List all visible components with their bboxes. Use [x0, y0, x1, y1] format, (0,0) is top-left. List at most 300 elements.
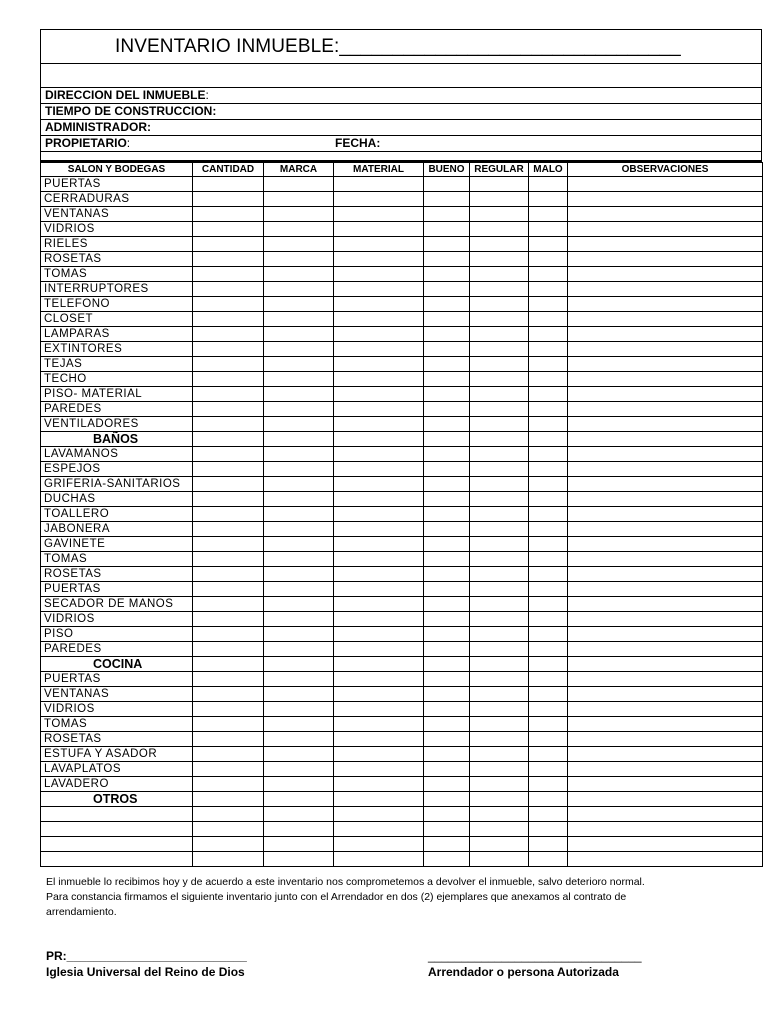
table-cell[interactable] [529, 807, 568, 822]
table-cell[interactable] [264, 552, 334, 567]
table-cell[interactable] [424, 732, 470, 747]
table-cell[interactable] [424, 207, 470, 222]
table-cell[interactable] [529, 267, 568, 282]
table-cell[interactable] [334, 372, 424, 387]
table-cell[interactable] [424, 462, 470, 477]
table-cell[interactable] [568, 537, 763, 552]
table-cell[interactable] [568, 492, 763, 507]
table-cell[interactable] [334, 627, 424, 642]
table-cell[interactable] [334, 672, 424, 687]
table-cell[interactable] [568, 702, 763, 717]
table-cell[interactable] [424, 582, 470, 597]
table-cell[interactable] [529, 762, 568, 777]
table-cell[interactable] [193, 462, 264, 477]
table-cell[interactable] [529, 207, 568, 222]
table-cell[interactable] [264, 852, 334, 867]
table-cell[interactable] [529, 612, 568, 627]
table-cell[interactable] [264, 537, 334, 552]
table-cell[interactable] [193, 447, 264, 462]
table-cell[interactable] [193, 402, 264, 417]
table-cell[interactable] [264, 477, 334, 492]
table-cell[interactable] [470, 177, 529, 192]
table-cell[interactable] [529, 837, 568, 852]
table-cell[interactable] [424, 312, 470, 327]
table-cell[interactable] [264, 492, 334, 507]
table-cell[interactable] [424, 387, 470, 402]
table-cell[interactable] [264, 747, 334, 762]
table-cell[interactable] [334, 192, 424, 207]
table-cell[interactable] [334, 717, 424, 732]
table-cell[interactable] [193, 732, 264, 747]
table-cell[interactable] [264, 507, 334, 522]
table-cell[interactable] [264, 402, 334, 417]
table-cell[interactable] [424, 747, 470, 762]
table-cell[interactable] [529, 522, 568, 537]
table-cell[interactable] [568, 447, 763, 462]
table-cell[interactable] [470, 282, 529, 297]
table-cell[interactable] [193, 537, 264, 552]
table-cell[interactable] [568, 642, 763, 657]
table-cell[interactable] [424, 372, 470, 387]
table-cell[interactable] [334, 342, 424, 357]
table-cell[interactable] [193, 552, 264, 567]
table-cell[interactable] [193, 612, 264, 627]
table-cell[interactable] [470, 612, 529, 627]
table-cell[interactable] [264, 447, 334, 462]
table-cell[interactable] [470, 717, 529, 732]
table-cell[interactable] [470, 852, 529, 867]
table-cell[interactable] [424, 612, 470, 627]
table-cell[interactable] [470, 357, 529, 372]
table-cell[interactable] [568, 522, 763, 537]
table-cell[interactable] [470, 342, 529, 357]
table-cell[interactable] [334, 207, 424, 222]
table-cell[interactable] [424, 537, 470, 552]
table-cell[interactable] [568, 837, 763, 852]
table-cell[interactable] [470, 492, 529, 507]
table-cell[interactable] [470, 417, 529, 432]
table-cell[interactable] [193, 717, 264, 732]
table-cell[interactable] [334, 507, 424, 522]
table-cell[interactable] [470, 327, 529, 342]
table-cell[interactable] [529, 537, 568, 552]
table-cell[interactable] [193, 672, 264, 687]
table-cell[interactable] [529, 777, 568, 792]
table-cell[interactable] [264, 822, 334, 837]
table-cell[interactable] [264, 717, 334, 732]
table-cell[interactable] [193, 807, 264, 822]
table-cell[interactable] [470, 732, 529, 747]
table-cell[interactable] [334, 402, 424, 417]
table-cell[interactable] [334, 177, 424, 192]
table-cell[interactable] [529, 357, 568, 372]
table-cell[interactable] [264, 357, 334, 372]
table-cell[interactable] [334, 267, 424, 282]
table-cell[interactable] [470, 297, 529, 312]
table-cell[interactable] [334, 852, 424, 867]
table-cell[interactable] [334, 552, 424, 567]
table-cell[interactable] [424, 477, 470, 492]
table-cell[interactable] [470, 267, 529, 282]
table-cell[interactable] [334, 462, 424, 477]
table-cell[interactable] [334, 597, 424, 612]
table-cell[interactable] [264, 462, 334, 477]
table-cell[interactable] [424, 552, 470, 567]
table-cell[interactable] [193, 597, 264, 612]
table-cell[interactable] [264, 387, 334, 402]
table-cell[interactable] [334, 297, 424, 312]
table-cell[interactable] [529, 462, 568, 477]
table-cell[interactable] [193, 567, 264, 582]
table-cell[interactable] [568, 192, 763, 207]
table-cell[interactable] [264, 327, 334, 342]
table-cell[interactable] [424, 687, 470, 702]
table-cell[interactable] [264, 222, 334, 237]
table-cell[interactable] [264, 282, 334, 297]
table-cell[interactable] [529, 252, 568, 267]
table-cell[interactable] [470, 207, 529, 222]
table-cell[interactable] [424, 777, 470, 792]
table-cell[interactable] [334, 747, 424, 762]
table-cell[interactable] [470, 837, 529, 852]
table-cell[interactable] [264, 192, 334, 207]
table-cell[interactable] [529, 747, 568, 762]
table-cell[interactable] [424, 702, 470, 717]
table-cell[interactable] [470, 672, 529, 687]
table-cell[interactable] [568, 222, 763, 237]
table-cell[interactable] [568, 762, 763, 777]
table-cell[interactable] [568, 207, 763, 222]
table-cell[interactable] [470, 552, 529, 567]
table-cell[interactable] [193, 312, 264, 327]
table-cell[interactable] [470, 597, 529, 612]
table-cell[interactable] [529, 312, 568, 327]
table-cell[interactable] [334, 492, 424, 507]
table-cell[interactable] [529, 687, 568, 702]
table-cell[interactable] [334, 687, 424, 702]
table-cell[interactable] [264, 837, 334, 852]
table-cell[interactable] [334, 387, 424, 402]
table-cell[interactable] [470, 777, 529, 792]
table-cell[interactable] [424, 192, 470, 207]
table-cell[interactable] [334, 567, 424, 582]
table-cell[interactable] [424, 447, 470, 462]
table-cell[interactable] [424, 762, 470, 777]
table-cell[interactable] [529, 582, 568, 597]
table-cell[interactable] [424, 282, 470, 297]
table-cell[interactable] [568, 477, 763, 492]
table-cell[interactable] [193, 222, 264, 237]
table-cell[interactable] [334, 777, 424, 792]
table-cell[interactable] [529, 732, 568, 747]
table-cell[interactable] [334, 837, 424, 852]
table-cell[interactable] [334, 327, 424, 342]
table-cell[interactable] [424, 567, 470, 582]
table-cell[interactable] [193, 747, 264, 762]
table-cell[interactable] [264, 252, 334, 267]
table-cell[interactable] [424, 807, 470, 822]
table-cell[interactable] [568, 747, 763, 762]
table-cell[interactable] [334, 357, 424, 372]
table-cell[interactable] [568, 612, 763, 627]
table-cell[interactable] [568, 462, 763, 477]
table-cell[interactable] [193, 267, 264, 282]
table-cell[interactable] [264, 267, 334, 282]
table-cell[interactable] [193, 252, 264, 267]
table-cell[interactable] [334, 417, 424, 432]
table-cell[interactable] [424, 522, 470, 537]
table-cell[interactable] [334, 762, 424, 777]
table-cell[interactable] [334, 612, 424, 627]
table-cell[interactable] [470, 807, 529, 822]
table-cell[interactable] [424, 252, 470, 267]
table-cell[interactable] [424, 237, 470, 252]
table-cell[interactable] [424, 822, 470, 837]
table-cell[interactable] [529, 852, 568, 867]
table-cell[interactable] [264, 177, 334, 192]
table-cell[interactable] [424, 267, 470, 282]
table-cell[interactable] [193, 387, 264, 402]
table-cell[interactable] [529, 282, 568, 297]
table-cell[interactable] [529, 447, 568, 462]
table-cell[interactable] [424, 177, 470, 192]
table-cell[interactable] [529, 387, 568, 402]
table-cell[interactable] [424, 837, 470, 852]
table-cell[interactable] [334, 702, 424, 717]
table-cell[interactable] [334, 642, 424, 657]
table-cell[interactable] [470, 522, 529, 537]
table-cell[interactable] [264, 597, 334, 612]
table-cell[interactable] [193, 177, 264, 192]
table-cell[interactable] [568, 717, 763, 732]
table-cell[interactable] [529, 417, 568, 432]
table-cell[interactable] [424, 222, 470, 237]
table-cell[interactable] [424, 357, 470, 372]
table-cell[interactable] [568, 312, 763, 327]
table-cell[interactable] [529, 342, 568, 357]
table-cell[interactable] [334, 312, 424, 327]
table-cell[interactable] [193, 687, 264, 702]
table-cell[interactable] [334, 477, 424, 492]
table-cell[interactable] [264, 522, 334, 537]
table-cell[interactable] [529, 642, 568, 657]
table-cell[interactable] [193, 207, 264, 222]
table-cell[interactable] [334, 282, 424, 297]
table-cell[interactable] [193, 492, 264, 507]
table-cell[interactable] [470, 252, 529, 267]
table-cell[interactable] [568, 417, 763, 432]
table-cell[interactable] [529, 597, 568, 612]
table-cell[interactable] [470, 627, 529, 642]
table-cell[interactable] [568, 282, 763, 297]
table-cell[interactable] [529, 822, 568, 837]
table-cell[interactable] [193, 837, 264, 852]
table-cell[interactable] [470, 402, 529, 417]
table-cell[interactable] [334, 222, 424, 237]
table-cell[interactable] [470, 537, 529, 552]
table-cell[interactable] [424, 402, 470, 417]
table-cell[interactable] [529, 177, 568, 192]
table-cell[interactable] [529, 507, 568, 522]
table-cell[interactable] [264, 312, 334, 327]
table-cell[interactable] [470, 822, 529, 837]
table-cell[interactable] [264, 612, 334, 627]
table-cell[interactable] [193, 777, 264, 792]
table-cell[interactable] [568, 687, 763, 702]
table-cell[interactable] [193, 372, 264, 387]
table-cell[interactable] [470, 642, 529, 657]
table-cell[interactable] [568, 402, 763, 417]
table-cell[interactable] [529, 237, 568, 252]
table-cell[interactable] [470, 702, 529, 717]
table-cell[interactable] [568, 357, 763, 372]
table-cell[interactable] [470, 462, 529, 477]
table-cell[interactable] [568, 732, 763, 747]
table-cell[interactable] [470, 372, 529, 387]
table-cell[interactable] [470, 312, 529, 327]
table-cell[interactable] [193, 822, 264, 837]
table-cell[interactable] [193, 417, 264, 432]
table-cell[interactable] [568, 672, 763, 687]
table-cell[interactable] [529, 297, 568, 312]
table-cell[interactable] [470, 477, 529, 492]
table-cell[interactable] [264, 627, 334, 642]
table-cell[interactable] [264, 297, 334, 312]
table-cell[interactable] [568, 252, 763, 267]
table-cell[interactable] [568, 777, 763, 792]
table-cell[interactable] [264, 762, 334, 777]
table-cell[interactable] [264, 672, 334, 687]
table-cell[interactable] [568, 582, 763, 597]
table-cell[interactable] [529, 327, 568, 342]
table-cell[interactable] [568, 387, 763, 402]
table-cell[interactable] [470, 582, 529, 597]
table-cell[interactable] [334, 582, 424, 597]
table-cell[interactable] [193, 627, 264, 642]
table-cell[interactable] [334, 822, 424, 837]
table-cell[interactable] [470, 387, 529, 402]
table-cell[interactable] [193, 477, 264, 492]
table-cell[interactable] [529, 372, 568, 387]
table-cell[interactable] [334, 447, 424, 462]
table-cell[interactable] [264, 372, 334, 387]
table-cell[interactable] [193, 192, 264, 207]
table-cell[interactable] [568, 852, 763, 867]
table-cell[interactable] [193, 327, 264, 342]
table-cell[interactable] [193, 297, 264, 312]
table-cell[interactable] [424, 507, 470, 522]
table-cell[interactable] [193, 237, 264, 252]
table-cell[interactable] [264, 342, 334, 357]
table-cell[interactable] [568, 807, 763, 822]
table-cell[interactable] [334, 522, 424, 537]
table-cell[interactable] [470, 447, 529, 462]
table-cell[interactable] [424, 492, 470, 507]
table-cell[interactable] [424, 597, 470, 612]
table-cell[interactable] [568, 327, 763, 342]
table-cell[interactable] [529, 702, 568, 717]
table-cell[interactable] [470, 507, 529, 522]
table-cell[interactable] [568, 627, 763, 642]
table-cell[interactable] [470, 567, 529, 582]
table-cell[interactable] [529, 552, 568, 567]
table-cell[interactable] [529, 192, 568, 207]
table-cell[interactable] [264, 807, 334, 822]
table-cell[interactable] [334, 537, 424, 552]
table-cell[interactable] [470, 687, 529, 702]
table-cell[interactable] [424, 327, 470, 342]
table-cell[interactable] [334, 732, 424, 747]
table-cell[interactable] [424, 417, 470, 432]
table-cell[interactable] [470, 192, 529, 207]
table-cell[interactable] [470, 747, 529, 762]
table-cell[interactable] [568, 342, 763, 357]
table-cell[interactable] [193, 582, 264, 597]
table-cell[interactable] [568, 597, 763, 612]
table-cell[interactable] [568, 267, 763, 282]
table-cell[interactable] [334, 252, 424, 267]
table-cell[interactable] [568, 177, 763, 192]
table-cell[interactable] [529, 402, 568, 417]
table-cell[interactable] [424, 717, 470, 732]
table-cell[interactable] [264, 582, 334, 597]
table-cell[interactable] [264, 642, 334, 657]
table-cell[interactable] [193, 357, 264, 372]
table-cell[interactable] [470, 762, 529, 777]
table-cell[interactable] [568, 507, 763, 522]
table-cell[interactable] [264, 687, 334, 702]
table-cell[interactable] [470, 237, 529, 252]
table-cell[interactable] [424, 852, 470, 867]
table-cell[interactable] [424, 627, 470, 642]
table-cell[interactable] [529, 492, 568, 507]
table-cell[interactable] [193, 342, 264, 357]
table-cell[interactable] [568, 552, 763, 567]
table-cell[interactable] [264, 777, 334, 792]
table-cell[interactable] [264, 237, 334, 252]
table-cell[interactable] [264, 207, 334, 222]
table-cell[interactable] [334, 237, 424, 252]
table-cell[interactable] [424, 642, 470, 657]
table-cell[interactable] [193, 522, 264, 537]
table-cell[interactable] [193, 762, 264, 777]
table-cell[interactable] [470, 222, 529, 237]
table-cell[interactable] [568, 297, 763, 312]
table-cell[interactable] [568, 567, 763, 582]
table-cell[interactable] [193, 642, 264, 657]
table-cell[interactable] [568, 237, 763, 252]
table-cell[interactable] [529, 567, 568, 582]
table-cell[interactable] [334, 807, 424, 822]
table-cell[interactable] [193, 852, 264, 867]
table-cell[interactable] [264, 417, 334, 432]
table-cell[interactable] [529, 717, 568, 732]
table-cell[interactable] [529, 222, 568, 237]
table-cell[interactable] [424, 342, 470, 357]
table-cell[interactable] [529, 672, 568, 687]
table-cell[interactable] [529, 627, 568, 642]
table-cell[interactable] [264, 702, 334, 717]
table-cell[interactable] [193, 282, 264, 297]
table-cell[interactable] [568, 372, 763, 387]
table-cell[interactable] [529, 477, 568, 492]
table-cell[interactable] [193, 702, 264, 717]
table-cell[interactable] [264, 567, 334, 582]
table-cell[interactable] [424, 297, 470, 312]
table-cell[interactable] [193, 507, 264, 522]
table-cell[interactable] [568, 822, 763, 837]
table-cell[interactable] [424, 672, 470, 687]
